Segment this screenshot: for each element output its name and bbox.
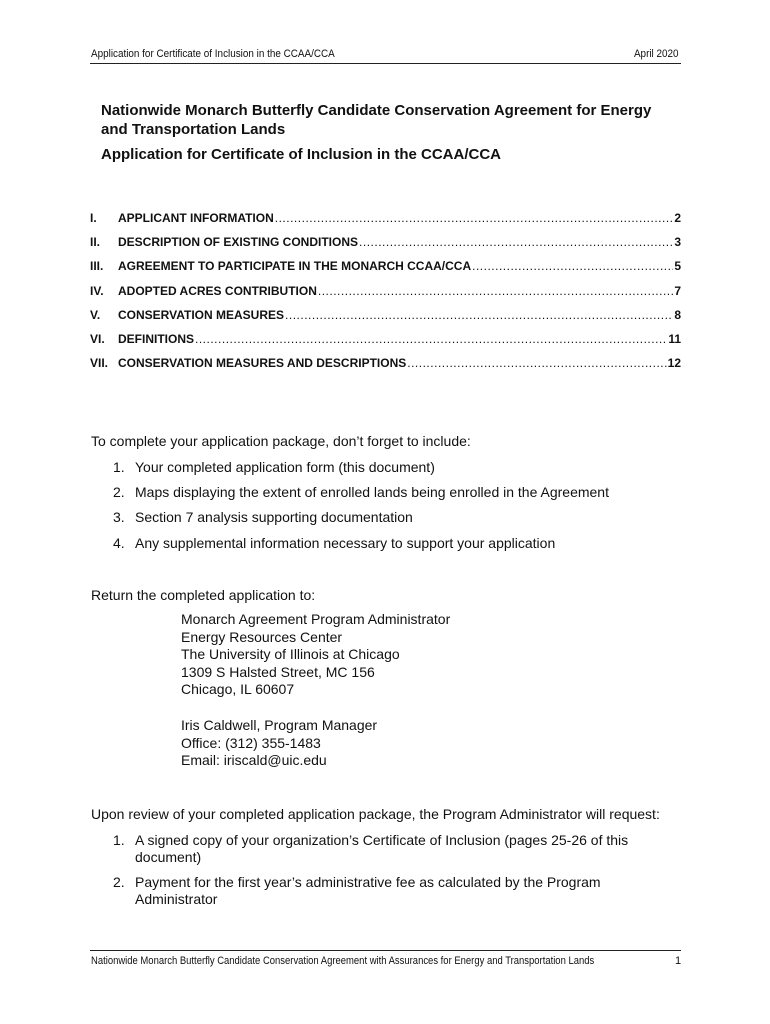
toc-entry[interactable] — [90, 259, 681, 283]
header-rule — [90, 63, 681, 64]
toc-number: VI. — [90, 331, 105, 346]
list-item — [113, 832, 643, 866]
checklist-intro: To complete your application package, don’t forget to include: — [91, 433, 471, 449]
address-line: The University of Illinois at Chicago — [181, 646, 400, 663]
toc-number: VII. — [90, 356, 109, 371]
list-text: Your completed application form (this document) — [135, 459, 435, 475]
document-subtitle: Application for Certificate of Inclusion in the CCAA/CCA — [101, 146, 502, 163]
contact-phone: Office: (312) 355-1483 — [181, 734, 321, 751]
list-number: 1. — [113, 459, 125, 475]
toc-page: 5 — [674, 259, 681, 274]
list-number: 1. — [113, 832, 125, 848]
toc-number: III. — [90, 259, 104, 274]
toc-number: I. — [90, 211, 97, 225]
toc-title: DESCRIPTION OF EXISTING CONDITIONS — [118, 235, 359, 250]
toc-entry[interactable] — [90, 332, 681, 356]
toc-number: V. — [90, 307, 101, 322]
toc-number: IV. — [90, 283, 104, 298]
running-header-date: April 2020 — [634, 48, 679, 60]
toc-title: CONSERVATION MEASURES — [118, 307, 285, 322]
toc-entry[interactable] — [90, 211, 681, 235]
footer-rule — [90, 950, 681, 951]
address-line: Chicago, IL 60607 — [181, 681, 295, 698]
toc-leader — [285, 308, 673, 322]
toc-page: 7 — [674, 283, 681, 298]
mailing-address — [181, 611, 450, 699]
document-title: Nationwide Monarch Butterfly Candidate Conservation Agreement for Energy and Transportation Lands — [101, 102, 652, 138]
list-text: Any supplemental information necessary to support your application — [135, 535, 556, 551]
toc-number: II. — [90, 235, 101, 250]
page-number: 1 — [675, 955, 682, 967]
list-number: 2. — [113, 874, 125, 890]
toc-leader — [472, 259, 673, 273]
toc-leader — [407, 356, 666, 370]
list-item — [113, 509, 413, 526]
toc-entry[interactable] — [90, 308, 681, 332]
running-header-title: Application for Certificate of Inclusion in the CCAA/CCA — [91, 48, 335, 60]
address-line: 1309 S Halsted Street, MC 156 — [181, 663, 375, 680]
table-of-contents — [90, 211, 681, 380]
footer-title: Nationwide Monarch Butterfly Candidate Conservation Agreement with Assurances for Energy and Transportation Lands — [91, 955, 595, 967]
toc-entry[interactable] — [90, 235, 681, 259]
list-number: 3. — [113, 509, 125, 525]
toc-title: APPLICANT INFORMATION — [118, 211, 274, 225]
list-item — [113, 484, 609, 501]
toc-page: 2 — [674, 211, 681, 225]
toc-leader — [195, 332, 667, 346]
toc-page: 12 — [667, 356, 681, 371]
toc-title: AGREEMENT TO PARTICIPATE IN THE MONARCH CCAA/CCA — [118, 259, 472, 274]
list-item — [113, 459, 435, 476]
toc-leader — [318, 284, 673, 298]
toc-page: 3 — [674, 235, 681, 250]
toc-entry[interactable] — [90, 284, 681, 308]
address-line: Energy Resources Center — [181, 628, 343, 645]
list-text: Section 7 analysis supporting documentation — [135, 509, 413, 525]
address-line: Monarch Agreement Program Administrator — [181, 611, 451, 627]
list-number: 4. — [113, 535, 125, 551]
list-number: 2. — [113, 484, 125, 500]
toc-title: CONSERVATION MEASURES AND DESCRIPTIONS — [118, 356, 407, 371]
list-item — [113, 874, 613, 908]
contact-name: Iris Caldwell, Program Manager — [181, 717, 378, 733]
toc-title: DEFINITIONS — [118, 331, 195, 346]
list-text: A signed copy of your organization’s Certificate of Inclusion (pages 25-26 of this document) — [135, 832, 629, 865]
toc-page: 11 — [668, 331, 681, 346]
contact-email[interactable]: Email: iriscald@uic.edu — [181, 752, 327, 769]
contact-block — [181, 717, 377, 770]
toc-leader — [275, 211, 674, 225]
toc-leader — [359, 235, 673, 249]
toc-title: ADOPTED ACRES CONTRIBUTION — [118, 283, 317, 298]
review-intro: Upon review of your completed application package, the Program Administrator will request: — [91, 806, 660, 822]
toc-page: 8 — [674, 307, 681, 322]
toc-entry[interactable] — [90, 356, 681, 380]
list-text: Maps displaying the extent of enrolled lands being enrolled in the Agreement — [135, 484, 609, 500]
list-item — [113, 535, 555, 552]
list-text: Payment for the first year’s administrative fee as calculated by the Program Administrator — [135, 874, 601, 907]
return-intro: Return the completed application to: — [91, 587, 316, 603]
